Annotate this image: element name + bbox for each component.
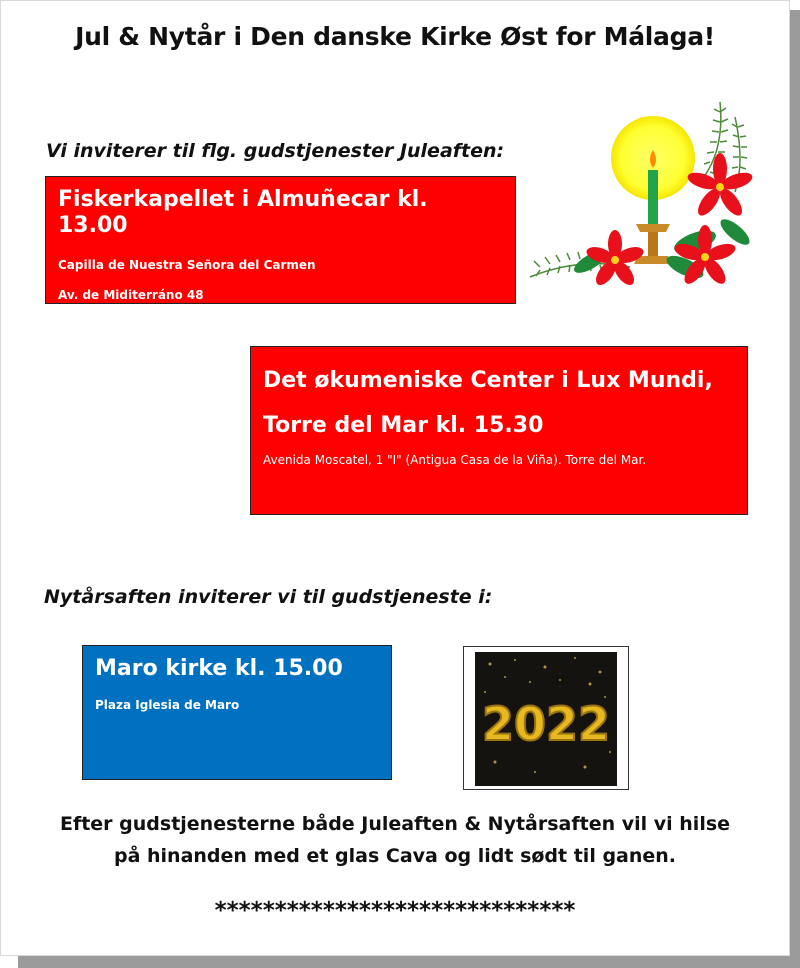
service-location: Capilla de Nuestra Señora del Carmen [58,257,316,272]
year-balloons-text: 2022 [481,697,611,751]
candle-poinsettia-illustration [520,92,770,304]
service-address: Av. de Miditerráno 48 [58,287,204,302]
service-box-maro [82,645,392,780]
service-address: Avenida Moscatel, 1 "I" (Antigua Casa de la Viña). Torre del Mar. [263,453,647,467]
page-shadow-right [790,10,800,968]
service-box-almunecar [45,176,516,304]
new-year-2022-photo [475,652,617,786]
christmas-eve-heading: Vi inviterer til flg. gudstjenester Juleaften: [46,140,505,162]
footer-text [0,808,790,872]
new-years-eve-heading: Nytårsaften inviterer vi til gudstjeneste i: [44,586,493,608]
page-title: Jul & Nytår i Den danske Kirke Øst for Málaga! [75,22,715,51]
footer-line1: Efter gudstjenesterne både Juleaften & Nytårsaften vil vi hilse [59,813,731,835]
service-title: Maro kirke kl. 15.00 [95,656,343,681]
service-title-line1: Det økumeniske Center i Lux Mundi, [263,368,713,393]
service-title: Fiskerkapellet i Almuñecar kl. 13.00 [58,187,428,239]
service-address: Plaza Iglesia de Maro [95,698,240,713]
new-year-photo-frame [463,646,629,790]
service-title-line2: Torre del Mar kl. 15.30 [263,413,544,438]
service-box-lux-mundi [250,346,748,515]
page-shadow-bottom [18,956,800,968]
footer-line2: på hinanden med et glas Cava og lidt sødt til ganen. [113,845,677,867]
star-divider: ****************************** [214,898,576,924]
